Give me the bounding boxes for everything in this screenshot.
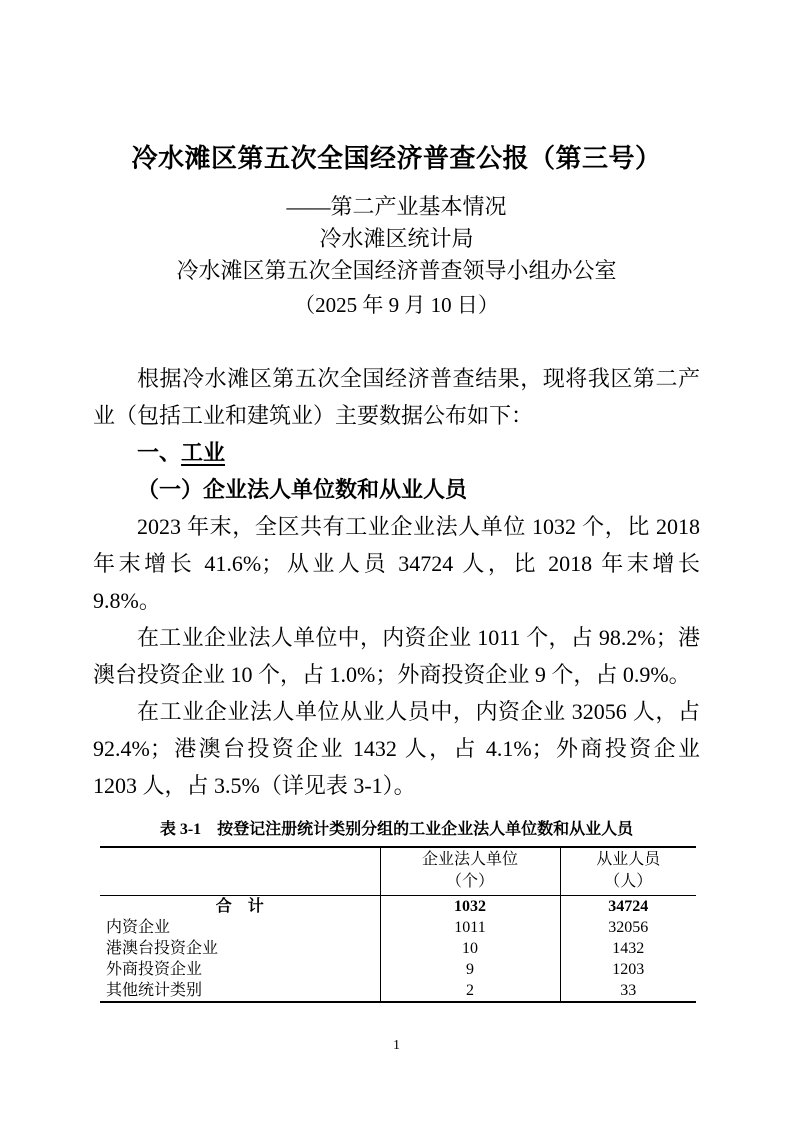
document-date: （2025 年 9 月 10 日）	[294, 293, 499, 317]
document-subtitle: ——第二产业基本情况	[286, 194, 507, 219]
table-3-1-caption: 表 3-1 按登记注册统计类别分组的工业企业法人单位数和从业人员	[159, 821, 634, 838]
header-legal-units-cell	[380, 847, 560, 895]
table-row-foreign	[100, 959, 696, 980]
table-3-1	[100, 846, 696, 1003]
header-category-cell	[100, 847, 380, 895]
issuer-census-office: 冷水滩区第五次全国经济普查领导小组办公室	[176, 258, 617, 283]
document-body	[93, 360, 700, 804]
table-row-domestic	[100, 917, 696, 938]
header-employees-cell	[560, 847, 696, 895]
paragraph-units-by-type: 在工业企业法人单位中，内资企业 1011 个，占 98.2%；港澳台投资企业 10 个，占 1.0%；外商投资企业 9 个，占 0.9%。	[93, 625, 700, 687]
row-label: 外商投资企业	[106, 960, 203, 978]
header-employees-unit: （人）	[604, 873, 653, 891]
subsection-heading-legal-units: （一）企业法人单位数和从业人员	[137, 477, 468, 502]
intro-paragraph: 根据冷水滩区第五次全国经济普查结果，现将我区第二产业（包括工业和建筑业）主要数据公布如下：	[93, 366, 700, 428]
table-row-total	[100, 895, 696, 917]
row-persons-value: 1203	[560, 959, 696, 980]
row-units-value: 10	[380, 938, 560, 959]
table-row-hk-macao-taiwan	[100, 938, 696, 959]
page-number: 1	[393, 1038, 400, 1053]
section-heading-industry	[93, 434, 700, 471]
paragraph-employees-by-type: 在工业企业法人单位从业人员中，内资企业 32056 人，占 92.4%；港澳台投资企业 1432 人，占 4.1%；外商投资企业 1203 人，占 3.5%（详见表 3-1）。	[93, 699, 700, 798]
header-legal-units-unit: （个）	[445, 873, 494, 891]
table-header	[100, 847, 696, 895]
row-label: 其他统计类别	[106, 981, 203, 999]
row-persons-value: 33	[560, 980, 696, 1002]
row-label: 合 计	[215, 897, 264, 915]
row-units-value: 9	[380, 959, 560, 980]
row-label: 港澳台投资企业	[106, 939, 219, 957]
row-units-value: 1032	[380, 895, 560, 917]
section-number: 一、	[137, 440, 182, 465]
issuer-statistics-bureau: 冷水滩区统计局	[319, 226, 474, 251]
row-persons-value: 1432	[560, 938, 696, 959]
table-row-other	[100, 980, 696, 1002]
section-title-underlined: 工业	[181, 440, 226, 465]
document-title: 冷水滩区第五次全国经济普查公报（第三号）	[131, 144, 662, 173]
row-persons-value: 32056	[560, 917, 696, 938]
table-body	[100, 895, 696, 1002]
header-legal-units-label: 企业法人单位	[421, 851, 518, 869]
row-units-value: 1011	[380, 917, 560, 938]
header-employees-label: 从业人员	[596, 851, 661, 869]
row-persons-value: 34724	[560, 895, 696, 917]
paragraph-units-growth: 2023 年末，全区共有工业企业法人单位 1032 个，比 2018 年末增长 41.6%；从业人员 34724 人，比 2018 年末增长 9.8%。	[93, 514, 700, 613]
row-label: 内资企业	[106, 918, 171, 936]
row-units-value: 2	[380, 980, 560, 1002]
